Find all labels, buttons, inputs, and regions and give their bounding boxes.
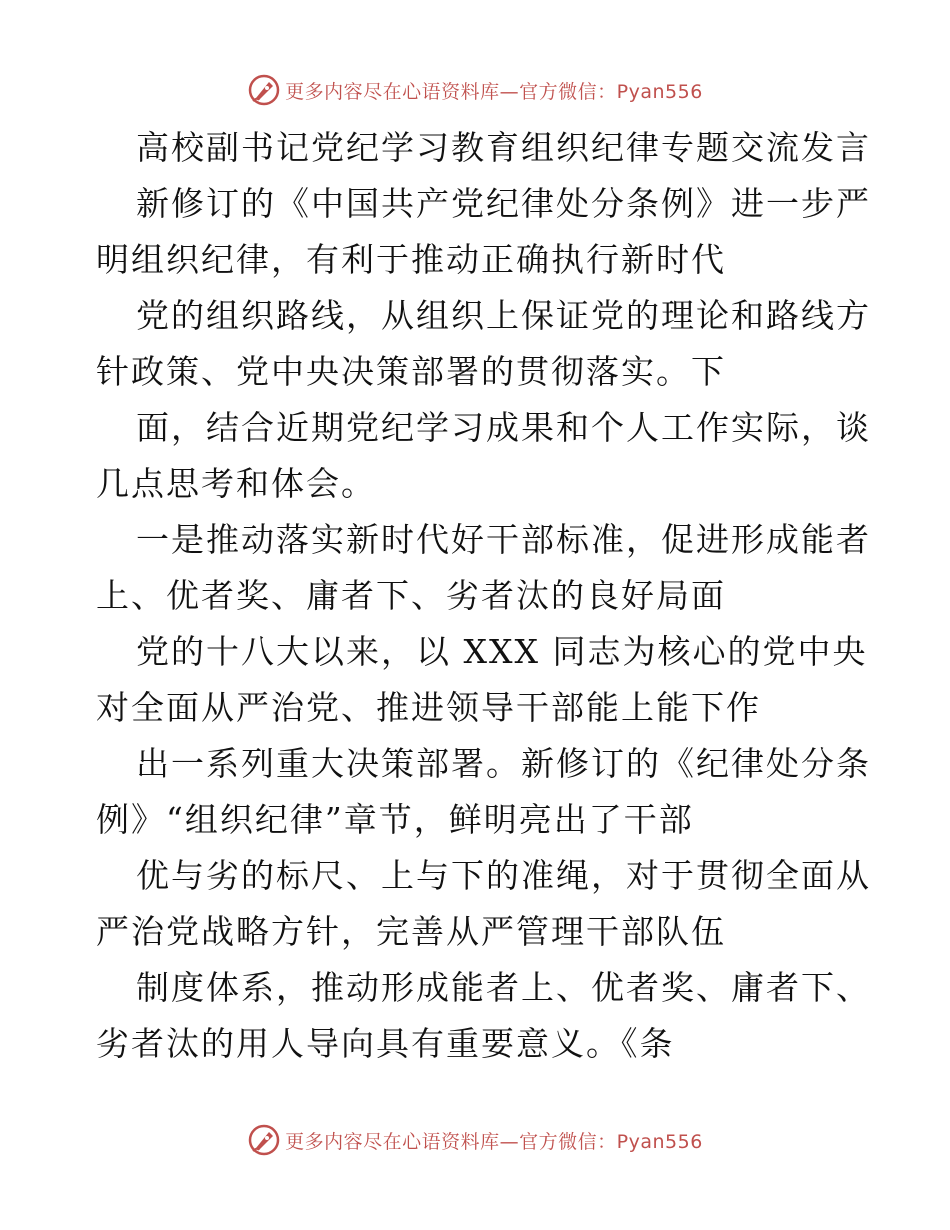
- footer-banner-text: 更多内容尽在心语资料库—官方微信：Pyan556: [285, 1130, 703, 1153]
- paragraph-line: 劣者汰的用人导向具有重要意义。《条: [96, 1024, 675, 1063]
- header-banner-text: 更多内容尽在心语资料库—官方微信：Pyan556: [285, 80, 703, 103]
- paragraph-line: 例》“组织纪律”章节，鲜明亮出了干部: [96, 800, 694, 839]
- paragraph-line: 党的十八大以来，以 XXX 同志为核心的党中央: [136, 632, 868, 671]
- paragraph-line: 党的组织路线，从组织上保证党的理论和路线方: [136, 296, 871, 335]
- section-heading-line: 一是推动落实新时代好干部标准，促进形成能者: [136, 520, 871, 559]
- document-title: 高校副书记党纪学习教育组织纪律专题交流发言: [136, 128, 871, 167]
- pen-nib-logo-icon: [247, 1123, 281, 1157]
- paragraph-line: 优与劣的标尺、上与下的准绳，对于贯彻全面从: [136, 856, 871, 895]
- header-banner: [0, 70, 950, 110]
- section-heading-line: 上、优者奖、庸者下、劣者汰的良好局面: [96, 576, 726, 615]
- paragraph-line: 制度体系，推动形成能者上、优者奖、庸者下、: [136, 968, 871, 1007]
- paragraph-line: 几点思考和体会。: [96, 464, 376, 503]
- pen-nib-logo-icon: [247, 73, 281, 107]
- paragraph-line: 明组织纪律，有利于推动正确执行新时代: [96, 240, 726, 279]
- footer-banner: [0, 1120, 950, 1160]
- paragraph-line: 出一系列重大决策部署。新修订的《纪律处分条: [136, 744, 871, 783]
- paragraph-line: 新修订的《中国共产党纪律处分条例》进一步严: [136, 184, 871, 223]
- paragraph-line: 严治党战略方针，完善从严管理干部队伍: [96, 912, 726, 951]
- paragraph-line: 对全面从严治党、推进领导干部能上能下作: [96, 688, 761, 727]
- paragraph-line: 针政策、党中央决策部署的贯彻落实。下: [96, 352, 726, 391]
- document-body: [96, 120, 871, 1072]
- paragraph-line: 面，结合近期党纪学习成果和个人工作实际，谈: [136, 408, 871, 447]
